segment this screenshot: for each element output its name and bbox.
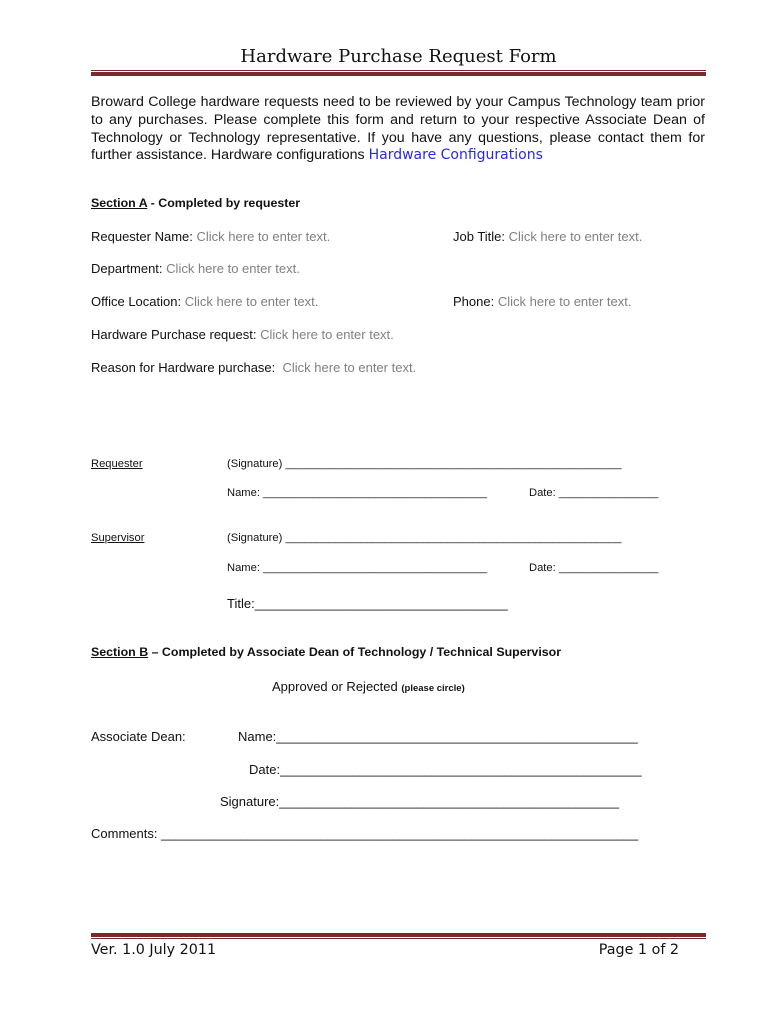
- header-rule-thick: [91, 72, 706, 76]
- job-title-input[interactable]: Click here to enter text.: [508, 229, 643, 244]
- associate-dean-label: Associate Dean:: [91, 729, 186, 744]
- supervisor-date-line[interactable]: Date: ________________: [529, 562, 659, 574]
- section-b-heading: [91, 645, 561, 659]
- supervisor-title-line[interactable]: Title:___________________________________: [227, 596, 508, 611]
- office-location-field: [91, 294, 318, 309]
- hardware-configurations-link[interactable]: Hardware Configurations: [368, 147, 543, 164]
- approved-or-rejected[interactable]: Approved or Rejected: [272, 679, 398, 694]
- supervisor-name-line[interactable]: Name: ____________________________________: [227, 562, 488, 574]
- phone-field: [453, 294, 632, 309]
- job-title-field: [453, 229, 642, 244]
- department-label: Department:: [91, 261, 163, 276]
- requester-label: Requester: [91, 458, 143, 470]
- section-a-subtitle: - Completed by requester: [147, 196, 301, 210]
- comments-line[interactable]: Comments: __________________________________________________________________: [91, 826, 639, 841]
- job-title-label: Job Title:: [453, 229, 506, 244]
- requester-signature-line[interactable]: (Signature) ______________________________________________________: [227, 458, 622, 470]
- office-location-label: Office Location:: [91, 294, 182, 309]
- page-title: Hardware Purchase Request Form: [240, 46, 557, 67]
- please-circle-note: (please circle): [401, 683, 465, 694]
- hardware-request-input[interactable]: Click here to enter text.: [260, 327, 394, 342]
- approval-status: [272, 679, 465, 694]
- section-a-heading: [91, 196, 300, 210]
- reason-field: [91, 360, 416, 375]
- section-b-subtitle: – Completed by Associate Dean of Technology / Technical Supervisor: [148, 645, 562, 659]
- supervisor-label: Supervisor: [91, 532, 145, 544]
- hardware-request-label: Hardware Purchase request:: [91, 327, 257, 342]
- supervisor-signature-line[interactable]: (Signature) ______________________________________________________: [227, 532, 622, 544]
- requester-name-label: Requester Name:: [91, 229, 193, 244]
- intro-paragraph: [91, 94, 705, 165]
- footer-page-number: Page 1 of 2: [598, 942, 679, 958]
- footer-rule-thin: [91, 938, 706, 939]
- phone-label: Phone:: [453, 294, 495, 309]
- section-b-label: Section B: [91, 645, 149, 659]
- reason-input[interactable]: Click here to enter text.: [282, 360, 417, 375]
- section-a-label: Section A: [91, 196, 148, 210]
- requester-name-field: [91, 229, 330, 244]
- requester-name-line[interactable]: Name: ____________________________________: [227, 487, 488, 499]
- associate-dean-date-line[interactable]: Date:__________________________________________________: [249, 762, 642, 777]
- requester-name-input[interactable]: Click here to enter text.: [196, 229, 331, 244]
- phone-input[interactable]: Click here to enter text.: [497, 294, 632, 309]
- intro-text: Broward College hardware requests need to be reviewed by your Campus Technology team prior to any purchases. Please complete this form and return to your respective Associate Dean of Technology or Technology representative. If you have any questions, please contact them for further assistance. Hardware configurations: [91, 94, 705, 164]
- associate-dean-name-line[interactable]: Name:__________________________________________________: [238, 729, 638, 744]
- associate-dean-signature-line[interactable]: Signature:_______________________________________________: [220, 794, 620, 809]
- office-location-input[interactable]: Click here to enter text.: [184, 294, 319, 309]
- requester-date-line[interactable]: Date: ________________: [529, 487, 659, 499]
- header-rule-thin: [91, 70, 706, 71]
- footer-rule-thick: [91, 933, 706, 937]
- hardware-request-field: [91, 327, 394, 342]
- department-input[interactable]: Click here to enter text.: [166, 261, 300, 276]
- footer-version: Ver. 1.0 July 2011: [91, 942, 217, 958]
- department-field: [91, 261, 300, 276]
- reason-label: Reason for Hardware purchase:: [91, 360, 276, 375]
